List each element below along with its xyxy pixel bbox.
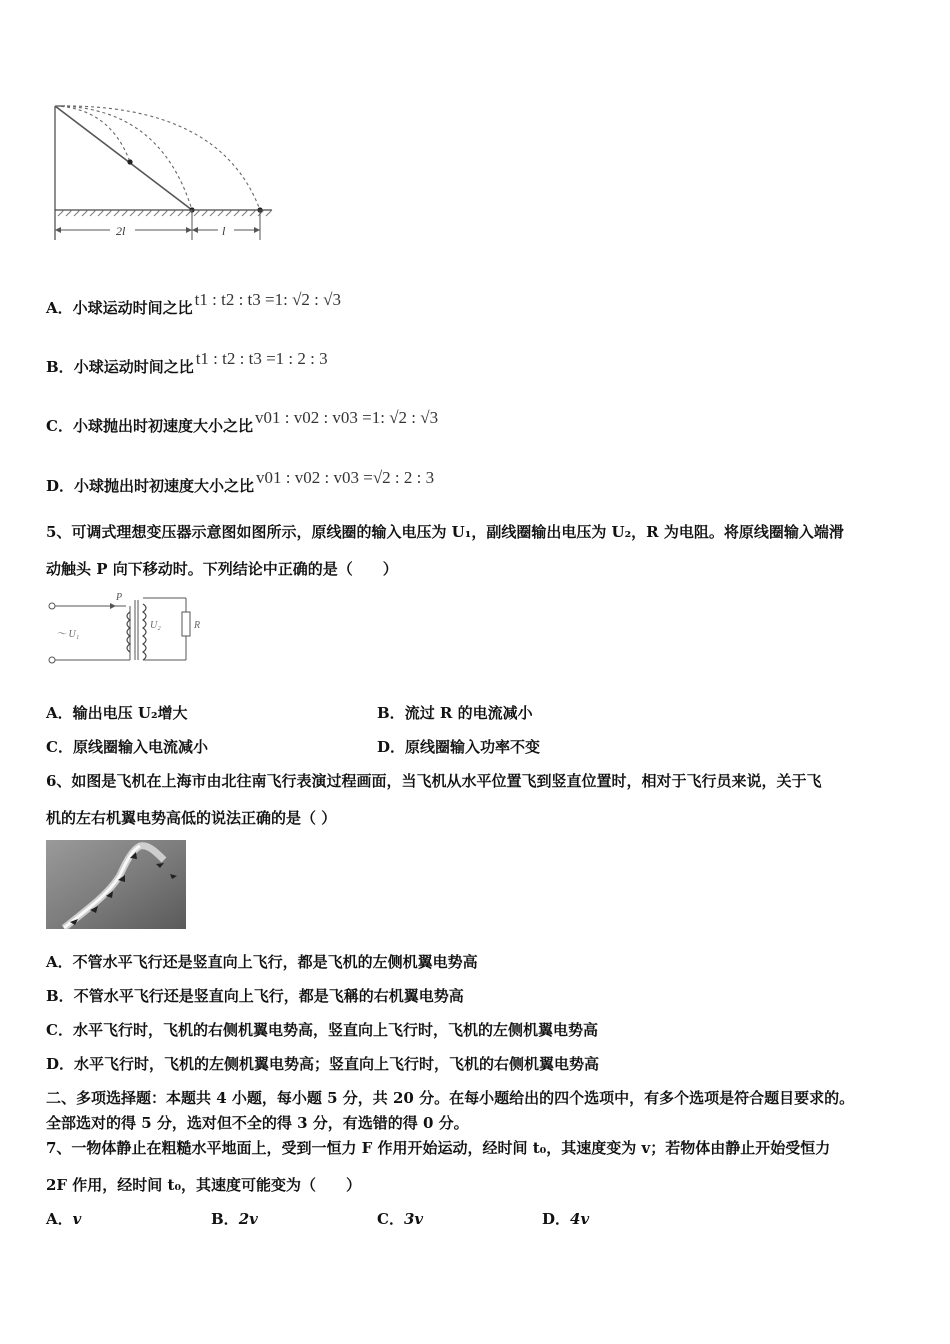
label-p: P — [116, 592, 123, 603]
q4-option-a[interactable]: A．小球运动时间之比 t1 : t2 : t3 =1: √2 : √3 — [46, 290, 341, 317]
label-r: R — [194, 620, 201, 631]
q5-stem-line1: 5、可调式理想变压器示意图如图所示，原线圈的输入电压为 U₁，副线圈输出电压为 U₂，R 为电阻。将原线圈输入端滑 — [46, 523, 844, 541]
q5-option-a[interactable]: A．输出电压 U₂增大 — [46, 704, 188, 722]
q6-stem-line1: 6、如图是飞机在上海市由北往南飞行表演过程画面，当飞机从水平位置飞到竖直位置时，相对于飞行员来说，关于飞 — [46, 772, 822, 790]
q6-option-d[interactable]: D．水平飞行时，飞机的左侧机翼电势高；竖直向上飞行时，飞机的右侧机翼电势高 — [46, 1055, 600, 1073]
q7-option-c[interactable]: C．3v — [377, 1210, 424, 1228]
q4-option-d[interactable]: D．小球抛出时初速度大小之比 v01 : v02 : v03 =√2 : 2 : 3 — [46, 468, 435, 495]
label-l: l — [222, 224, 226, 238]
section2-heading-line1: 二、多项选择题：本题共 4 小题，每小题 5 分，共 20 分。在每小题给出的四个选项中，有多个选项是符合题目要求的。 — [46, 1089, 855, 1107]
q5-stem-line2: 动触头 P 向下移动时。下列结论中正确的是（ ） — [46, 560, 398, 578]
q6-option-c[interactable]: C．水平飞行时，飞机的右侧机翼电势高，竖直向上飞行时，飞机的左侧机翼电势高 — [46, 1021, 598, 1039]
label-2l: 2l — [116, 224, 126, 238]
q7-stem-line1: 7、一物体静止在粗糙水平地面上，受到一恒力 F 作用开始运动，经时间 t₀，其速度变为 v；若物体由静止开始受恒力 — [46, 1139, 831, 1157]
q5-option-d[interactable]: D．原线圈输入功率不变 — [377, 738, 541, 756]
q5-option-b[interactable]: B．流过 R 的电流减小 — [377, 704, 533, 722]
q6-option-b[interactable]: B．不管水平飞行还是竖直向上飞行，都是飞稱的右机翼电势高 — [46, 987, 464, 1005]
q7-option-a[interactable]: A．v — [46, 1210, 82, 1228]
label-u1: ～ U₁ — [56, 629, 80, 640]
q4-option-b[interactable]: B．小球运动时间之比 t1 : t2 : t3 =1 : 2 : 3 — [46, 349, 328, 376]
q7-option-b[interactable]: B．2v — [211, 1210, 258, 1228]
formula: t1 : t2 : t3 =1 : 2 : 3 — [195, 349, 328, 368]
q5-option-c[interactable]: C．原线圈输入电流减小 — [46, 738, 208, 756]
airshow-photo — [46, 840, 186, 929]
q6-option-a[interactable]: A．不管水平飞行还是竖直向上飞行，都是飞机的左侧机翼电势高 — [46, 953, 478, 971]
formula: t1 : t2 : t3 =1: √2 : √3 — [194, 290, 341, 309]
q6-stem-line2: 机的左右机翼电势高低的说法正确的是（ ） — [46, 809, 337, 827]
q7-stem-line2: 2F 作用，经时间 t₀，其速度可能变为（ ） — [46, 1176, 362, 1194]
formula: v01 : v02 : v03 =√2 : 2 : 3 — [256, 468, 435, 487]
projectile-figure — [50, 98, 280, 248]
transformer-figure — [46, 590, 216, 670]
q7-option-d[interactable]: D．4v — [542, 1210, 590, 1228]
section2-heading-line2: 全部选对的得 5 分，选对但不全的得 3 分，有选错的得 0 分。 — [46, 1114, 469, 1132]
label-u2: U₂ — [150, 620, 161, 631]
formula: v01 : v02 : v03 =1: √2 : √3 — [254, 408, 439, 427]
q4-option-c[interactable]: C．小球抛出时初速度大小之比 v01 : v02 : v03 =1: √2 : √3 — [46, 408, 439, 435]
